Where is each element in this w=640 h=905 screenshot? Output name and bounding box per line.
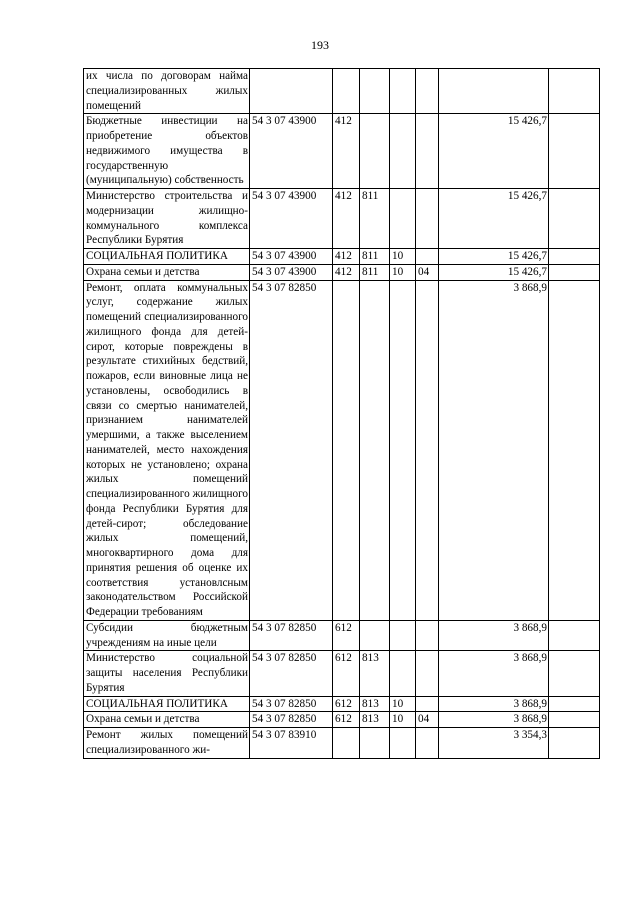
target-article-code-cell: 54 3 07 82850 — [250, 620, 333, 651]
section-code-cell — [390, 280, 416, 620]
expense-type-code-cell: 612 — [333, 651, 360, 696]
administrator-code-cell: 813 — [360, 651, 390, 696]
target-article-code-cell: 54 3 07 43900 — [250, 249, 333, 265]
table-row — [84, 189, 600, 249]
table-row — [84, 264, 600, 280]
section-code-cell — [390, 651, 416, 696]
table-row — [84, 696, 600, 712]
amount-cell: 15 426,7 — [439, 114, 549, 189]
expense-type-code-cell — [333, 69, 360, 114]
section-code-cell — [390, 189, 416, 249]
target-article-code-cell: 54 3 07 82850 — [250, 280, 333, 620]
expense-type-code-cell: 612 — [333, 620, 360, 651]
expense-type-code-cell: 612 — [333, 712, 360, 728]
amount-cell: 3 868,9 — [439, 651, 549, 696]
subsection-code-cell — [416, 728, 439, 759]
empty-cell — [549, 69, 600, 114]
administrator-code-cell: 813 — [360, 712, 390, 728]
expense-name-cell: Субсидии бюджетным учреждениям на иные цели — [84, 620, 250, 651]
table-row — [84, 651, 600, 696]
target-article-code-cell: 54 3 07 43900 — [250, 264, 333, 280]
target-article-code-cell: 54 3 07 43900 — [250, 189, 333, 249]
expense-name-cell: СОЦИАЛЬНАЯ ПОЛИТИКА — [84, 249, 250, 265]
subsection-code-cell — [416, 114, 439, 189]
subsection-code-cell — [416, 189, 439, 249]
target-article-code-cell: 54 3 07 43900 — [250, 114, 333, 189]
amount-cell: 15 426,7 — [439, 264, 549, 280]
target-article-code-cell — [250, 69, 333, 114]
subsection-code-cell — [416, 69, 439, 114]
section-code-cell — [390, 114, 416, 189]
empty-cell — [549, 189, 600, 249]
empty-cell — [549, 696, 600, 712]
table-body — [84, 69, 600, 759]
expense-type-code-cell: 412 — [333, 264, 360, 280]
amount-cell: 3 868,9 — [439, 280, 549, 620]
administrator-code-cell — [360, 69, 390, 114]
section-code-cell: 10 — [390, 696, 416, 712]
subsection-code-cell — [416, 280, 439, 620]
target-article-code-cell: 54 3 07 82850 — [250, 696, 333, 712]
empty-cell — [549, 651, 600, 696]
amount-cell: 15 426,7 — [439, 189, 549, 249]
section-code-cell — [390, 728, 416, 759]
expense-name-cell: СОЦИАЛЬНАЯ ПОЛИТИКА — [84, 696, 250, 712]
amount-cell: 3 868,9 — [439, 620, 549, 651]
expense-type-code-cell — [333, 728, 360, 759]
target-article-code-cell: 54 3 07 83910 — [250, 728, 333, 759]
amount-cell: 3 868,9 — [439, 712, 549, 728]
empty-cell — [549, 728, 600, 759]
expense-name-cell: Охрана семьи и детства — [84, 712, 250, 728]
amount-cell: 15 426,7 — [439, 249, 549, 265]
table-row — [84, 728, 600, 759]
table-row — [84, 69, 600, 114]
subsection-code-cell — [416, 696, 439, 712]
empty-cell — [549, 620, 600, 651]
amount-cell: 3 868,9 — [439, 696, 549, 712]
expense-name-cell: Ремонт жилых помещений специализированного жи- — [84, 728, 250, 759]
subsection-code-cell — [416, 249, 439, 265]
expense-name-cell: Ремонт, оплата коммунальных услуг, содержание жилых помещений специализированного жилищного фонда для детей-сирот, которые повреждены в результате стихийных бедствий, пожаров, если виновные лица не установлены, освободились в связи со смертью нанимателей, признанием нанимателей умершими, а также выселением нанимателей, место нахождения которых не установлено; охрана жилых помещений специализированного жилищного фонда Республики Бурятия для детей-сирот; обследование жилых помещений, многоквартирного дома для принятия решения об оценке их соответствия установлсным законодательством Российской Федерации требованиям — [84, 280, 250, 620]
expense-name-cell: Бюджетные инвестиции на приобретение объектов недвижимого имущества в государственную (муниципальную) собственность — [84, 114, 250, 189]
empty-cell — [549, 712, 600, 728]
section-code-cell: 10 — [390, 249, 416, 265]
subsection-code-cell: 04 — [416, 264, 439, 280]
administrator-code-cell: 811 — [360, 249, 390, 265]
administrator-code-cell — [360, 728, 390, 759]
amount-cell — [439, 69, 549, 114]
expense-name-cell: Министерство социальной защиты населения Республики Бурятия — [84, 651, 250, 696]
expense-type-code-cell: 612 — [333, 696, 360, 712]
expense-type-code-cell: 412 — [333, 189, 360, 249]
table-row — [84, 249, 600, 265]
budget-table — [83, 68, 600, 759]
section-code-cell: 10 — [390, 264, 416, 280]
target-article-code-cell: 54 3 07 82850 — [250, 651, 333, 696]
administrator-code-cell: 813 — [360, 696, 390, 712]
administrator-code-cell — [360, 114, 390, 189]
amount-cell: 3 354,3 — [439, 728, 549, 759]
table-row — [84, 280, 600, 620]
section-code-cell — [390, 620, 416, 651]
administrator-code-cell: 811 — [360, 264, 390, 280]
empty-cell — [549, 114, 600, 189]
subsection-code-cell — [416, 620, 439, 651]
empty-cell — [549, 280, 600, 620]
administrator-code-cell — [360, 620, 390, 651]
expense-name-cell: Министерство строительства и модернизации жилищно-коммунального комплекса Республики Бурятия — [84, 189, 250, 249]
empty-cell — [549, 249, 600, 265]
section-code-cell: 10 — [390, 712, 416, 728]
administrator-code-cell — [360, 280, 390, 620]
table-row — [84, 712, 600, 728]
table-row — [84, 620, 600, 651]
expense-type-code-cell: 412 — [333, 249, 360, 265]
expense-type-code-cell — [333, 280, 360, 620]
empty-cell — [549, 264, 600, 280]
target-article-code-cell: 54 3 07 82850 — [250, 712, 333, 728]
section-code-cell — [390, 69, 416, 114]
subsection-code-cell: 04 — [416, 712, 439, 728]
expense-name-cell: их числа по договорам найма специализированных жилых помещений — [84, 69, 250, 114]
page-number: 193 — [311, 38, 329, 52]
table-row — [84, 114, 600, 189]
expense-name-cell: Охрана семьи и детства — [84, 264, 250, 280]
administrator-code-cell: 811 — [360, 189, 390, 249]
subsection-code-cell — [416, 651, 439, 696]
expense-type-code-cell: 412 — [333, 114, 360, 189]
